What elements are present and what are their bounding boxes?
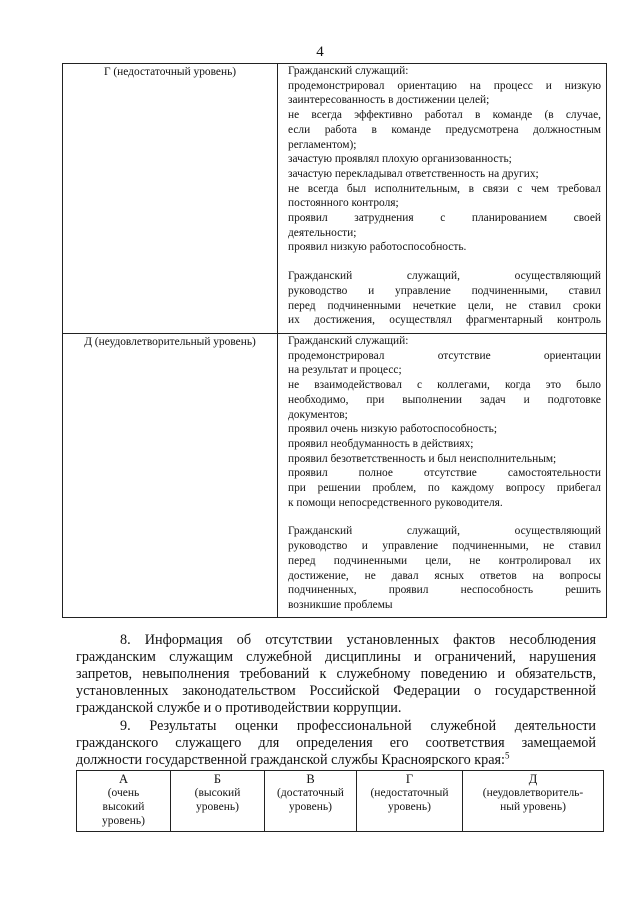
rating-caption: (недостаточный [370,787,449,799]
table-row [77,771,604,832]
description-line: Гражданский служащий: [288,65,409,77]
table-row [63,64,607,334]
description-line: руководство и управление подчиненными, не ставил [288,540,601,553]
rating-column-a [77,771,171,832]
rating-caption: уровень) [289,801,332,813]
description-line: заинтересованность в достижении целей; [288,94,490,107]
grade-label-cell [63,334,278,618]
paragraph-line [76,752,596,769]
description-line: проявил необдуманность в действиях; [288,437,474,450]
description-line: необходимо, при выполнении задач и подготовке [288,393,601,406]
paragraph-line: гражданским служащим служебной дисциплины и ограничений, нарушения [76,649,596,665]
description-line: документов; [288,408,348,421]
description-line: перед подчиненными нечеткие цели, не ставил сроки [288,299,601,312]
description-line: их достижения, осуществлял фрагментарный контроль [288,314,601,327]
description-line: зачастую проявлял плохую организованность; [288,153,512,166]
description-line: подчиненных, проявил неспособность решить [288,584,601,597]
footnote-marker: 5 [504,750,510,761]
description-line: не всегда эффективно работал в команде (в случае, [288,109,601,122]
description-line: проявил затруднения с планированием своей [288,212,601,225]
rating-caption: ный уровень) [500,801,566,813]
paragraph-line: 9. Результаты оценки профессиональной служебной деятельности [120,718,596,734]
rating-caption: (неудовлетворитель- [482,787,584,799]
rating-caption: (высокий [194,787,241,799]
description-line: продемонстрировал ориентацию на процесс и низкую [288,79,601,92]
rating-caption: уровень) [102,815,145,827]
rating-letter: А [118,772,129,786]
description-line: продемонстрировал отсутствие ориентации [288,349,601,362]
description-line: проявил низкую работоспособность. [288,241,467,254]
description-line: не взаимодействовал с коллегами, когда это было [288,379,601,392]
description-line: руководство и управление подчиненными, ставил [288,284,601,297]
rating-caption: (очень [107,787,140,799]
rating-caption: уровень) [196,801,239,813]
description-line: к помощи непосредственного руководителя. [288,496,503,509]
rating-letter: Б [213,772,222,786]
description-line: регламентом); [288,138,357,151]
description-line: перед подчиненными цели, не контролировал их [288,554,601,567]
description-line: деятельности; [288,226,357,239]
rating-table [76,770,604,832]
description-line: Гражданский служащий, осуществляющий [288,270,601,283]
rating-letter: Г [405,772,414,786]
paragraph-line: запретов, невыполнения требований к служебному поведению и обязательств, [76,666,596,682]
paragraph-line: гражданской службе и о противодействии коррупции. [76,700,402,716]
description-line: проявил полное отсутствие самостоятельности [288,467,601,480]
grade-label: Г (недостаточный уровень) [103,66,237,78]
description-line: зачастую перекладывал ответственность на других; [288,167,539,180]
grade-label: Д (неудовлетворительный уровень) [84,336,256,348]
description-line: возникшие проблемы [288,598,393,611]
paragraph-9 [76,718,596,769]
rating-caption: (достаточный [277,787,344,799]
description-line: если работа в команде предусмотрена должностным [288,123,601,136]
paragraph-8 [76,632,596,717]
rating-letter: В [306,772,315,786]
rating-letter: Д [528,772,538,786]
description-line: Гражданский служащий: [288,335,409,347]
description-line: достижение, не давал ясных ответов на вопросы [288,569,601,582]
description-line: не всегда был исполнительным, в связи с чем требовал [288,182,601,195]
grade-label-cell [63,64,278,334]
table-row [63,334,607,618]
grade-criteria-table [62,63,607,618]
page-number: 4 [316,44,324,60]
rating-column-v [265,771,357,832]
description-line: Гражданский служащий, осуществляющий [288,525,601,538]
description-line: на результат и процесс; [288,364,402,377]
description-line: при решении проблем, по каждому вопросу прибегал [288,482,601,495]
paragraph-text: должности государственной гражданской службы Красноярского края: [76,752,505,768]
paragraph-line: 8. Информация об отсутствии установленных фактов несоблюдения [120,632,596,648]
rating-column-b [171,771,265,832]
paragraph-line: гражданского служащего для определения его соответствия замещаемой [76,735,596,751]
grade-description-cell [278,334,607,618]
grade-description-cell [278,64,607,334]
description-line: проявил безответственность и был неисполнительным; [288,452,557,465]
rating-column-d [463,771,604,832]
paragraph-line: установленных законодательством Российской Федерации о государственной [76,683,596,699]
rating-column-g [357,771,463,832]
rating-caption: уровень) [388,801,431,813]
description-line: проявил очень низкую работоспособность; [288,423,497,436]
description-line: постоянного контроля; [288,197,399,210]
rating-caption: высокий [102,801,145,813]
